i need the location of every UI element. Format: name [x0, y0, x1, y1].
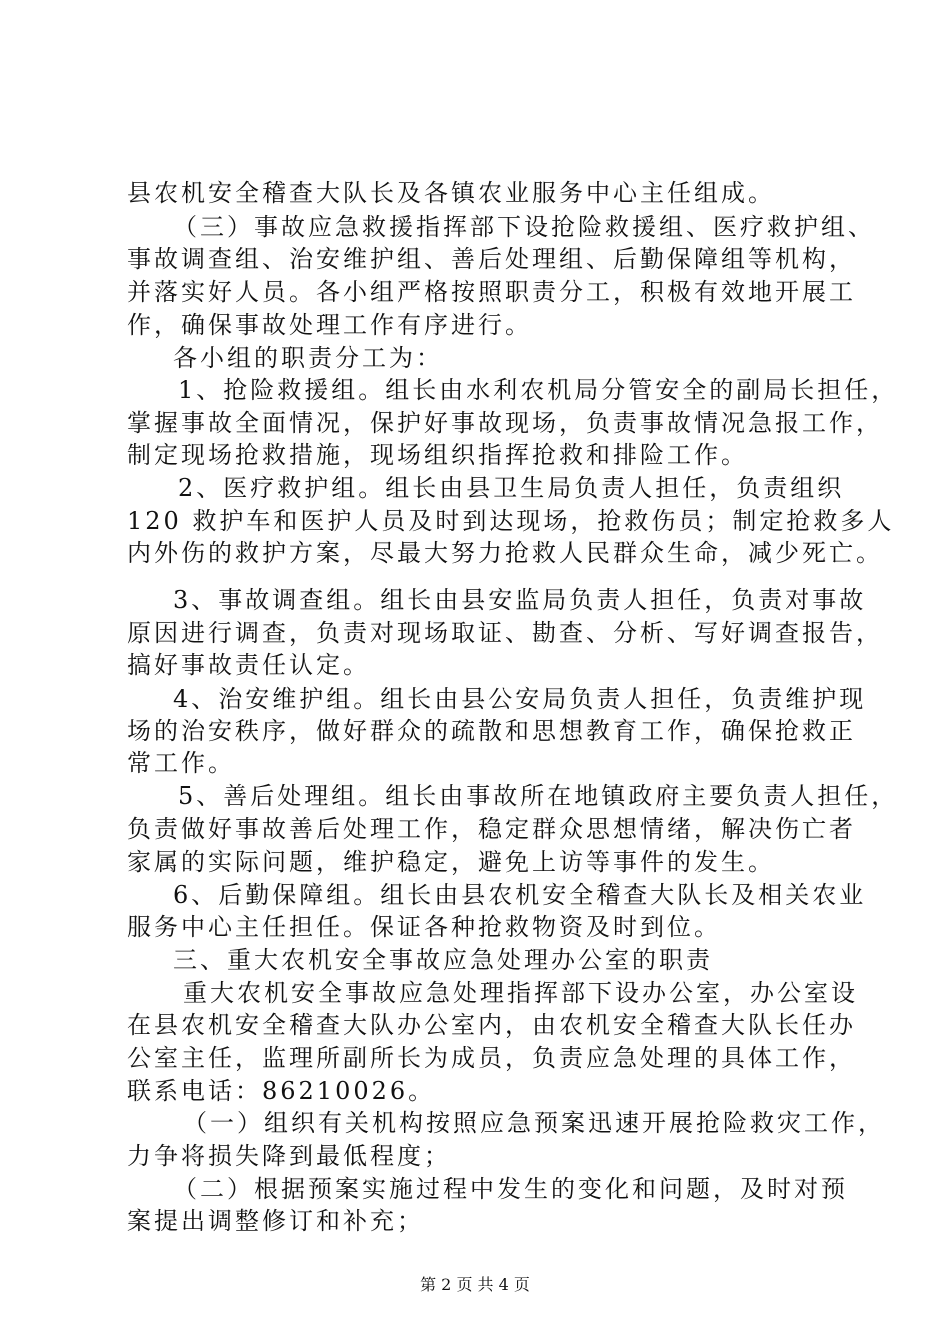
text-line: （三）事故应急救援指挥部下设抢险救援组、医疗救护组、: [173, 213, 875, 241]
text-line: 事故调查组、治安维护组、善后处理组、后勤保障组等机构，: [127, 245, 856, 273]
text-line: 5、善后处理组。组长由事故所在地镇政府主要负责人担任，: [178, 782, 899, 810]
text-line: 原因进行调查，负责对现场取证、勘查、分析、写好调查报告，: [127, 619, 883, 647]
text-line: （一）组织有关机构按照应急预案迅速开展抢险救灾工作，: [183, 1109, 885, 1137]
page-number-footer: 第 2 页 共 4 页: [420, 1275, 530, 1294]
text-line: 负责做好事故善后处理工作，稳定群众思想情绪，解决伤亡者: [127, 815, 856, 843]
text-line: 县农机安全稽查大队长及各镇农业服务中心主任组成。: [127, 179, 775, 207]
text-line: 2、医疗救护组。组长由县卫生局负责人担任，负责组织: [178, 474, 845, 502]
text-line: （二）根据预案实施过程中发生的变化和问题，及时对预: [173, 1175, 848, 1203]
contact-line: 联系电话：86210026。: [127, 1077, 436, 1105]
text-line: 3、事故调查组。组长由县安监局负责人担任，负责对事故: [173, 586, 867, 614]
text-line: 1、抢险救援组。组长由水利农机局分管安全的副局长担任，: [178, 376, 899, 404]
text-line: 各小组的职责分工为：: [173, 344, 443, 372]
text-line: 搞好事故责任认定。: [127, 651, 370, 679]
text-line: 并落实好人员。各小组严格按照职责分工，积极有效地开展工: [127, 278, 856, 306]
text-line: 掌握事故全面情况，保护好事故现场，负责事故情况急报工作，: [127, 409, 883, 437]
text-line: 4、治安维护组。组长由县公安局负责人担任，负责维护现: [173, 685, 867, 713]
text-line: 常工作。: [127, 749, 235, 777]
text-line: 作，确保事故处理工作有序进行。: [127, 311, 532, 339]
text-line: 案提出调整修订和补充；: [127, 1207, 424, 1235]
section-heading: 三、重大农机安全事故应急处理办公室的职责: [173, 946, 713, 974]
text-line: 在县农机安全稽查大队办公室内，由农机安全稽查大队长任办: [127, 1011, 856, 1039]
text-line: 120 救护车和医护人员及时到达现场，抢救伤员；制定抢救多人: [127, 507, 895, 535]
text-line: 重大农机安全事故应急处理指挥部下设办公室，办公室设: [183, 979, 858, 1007]
text-line: 服务中心主任担任。保证各种抢救物资及时到位。: [127, 913, 721, 941]
text-line: 内外伤的救护方案，尽最大努力抢救人民群众生命，减少死亡。: [127, 539, 883, 567]
text-line: 场的治安秩序，做好群众的疏散和思想教育工作，确保抢救正: [127, 717, 856, 745]
text-line: 6、后勤保障组。组长由县农机安全稽查大队长及相关农业: [173, 881, 867, 909]
text-line: 公室主任，监理所副所长为成员，负责应急处理的具体工作，: [127, 1044, 856, 1072]
text-line: 力争将损失降到最低程度；: [127, 1142, 451, 1170]
text-line: 制定现场抢救措施，现场组织指挥抢救和排险工作。: [127, 441, 748, 469]
text-line: 家属的实际问题，维护稳定，避免上访等事件的发生。: [127, 848, 775, 876]
